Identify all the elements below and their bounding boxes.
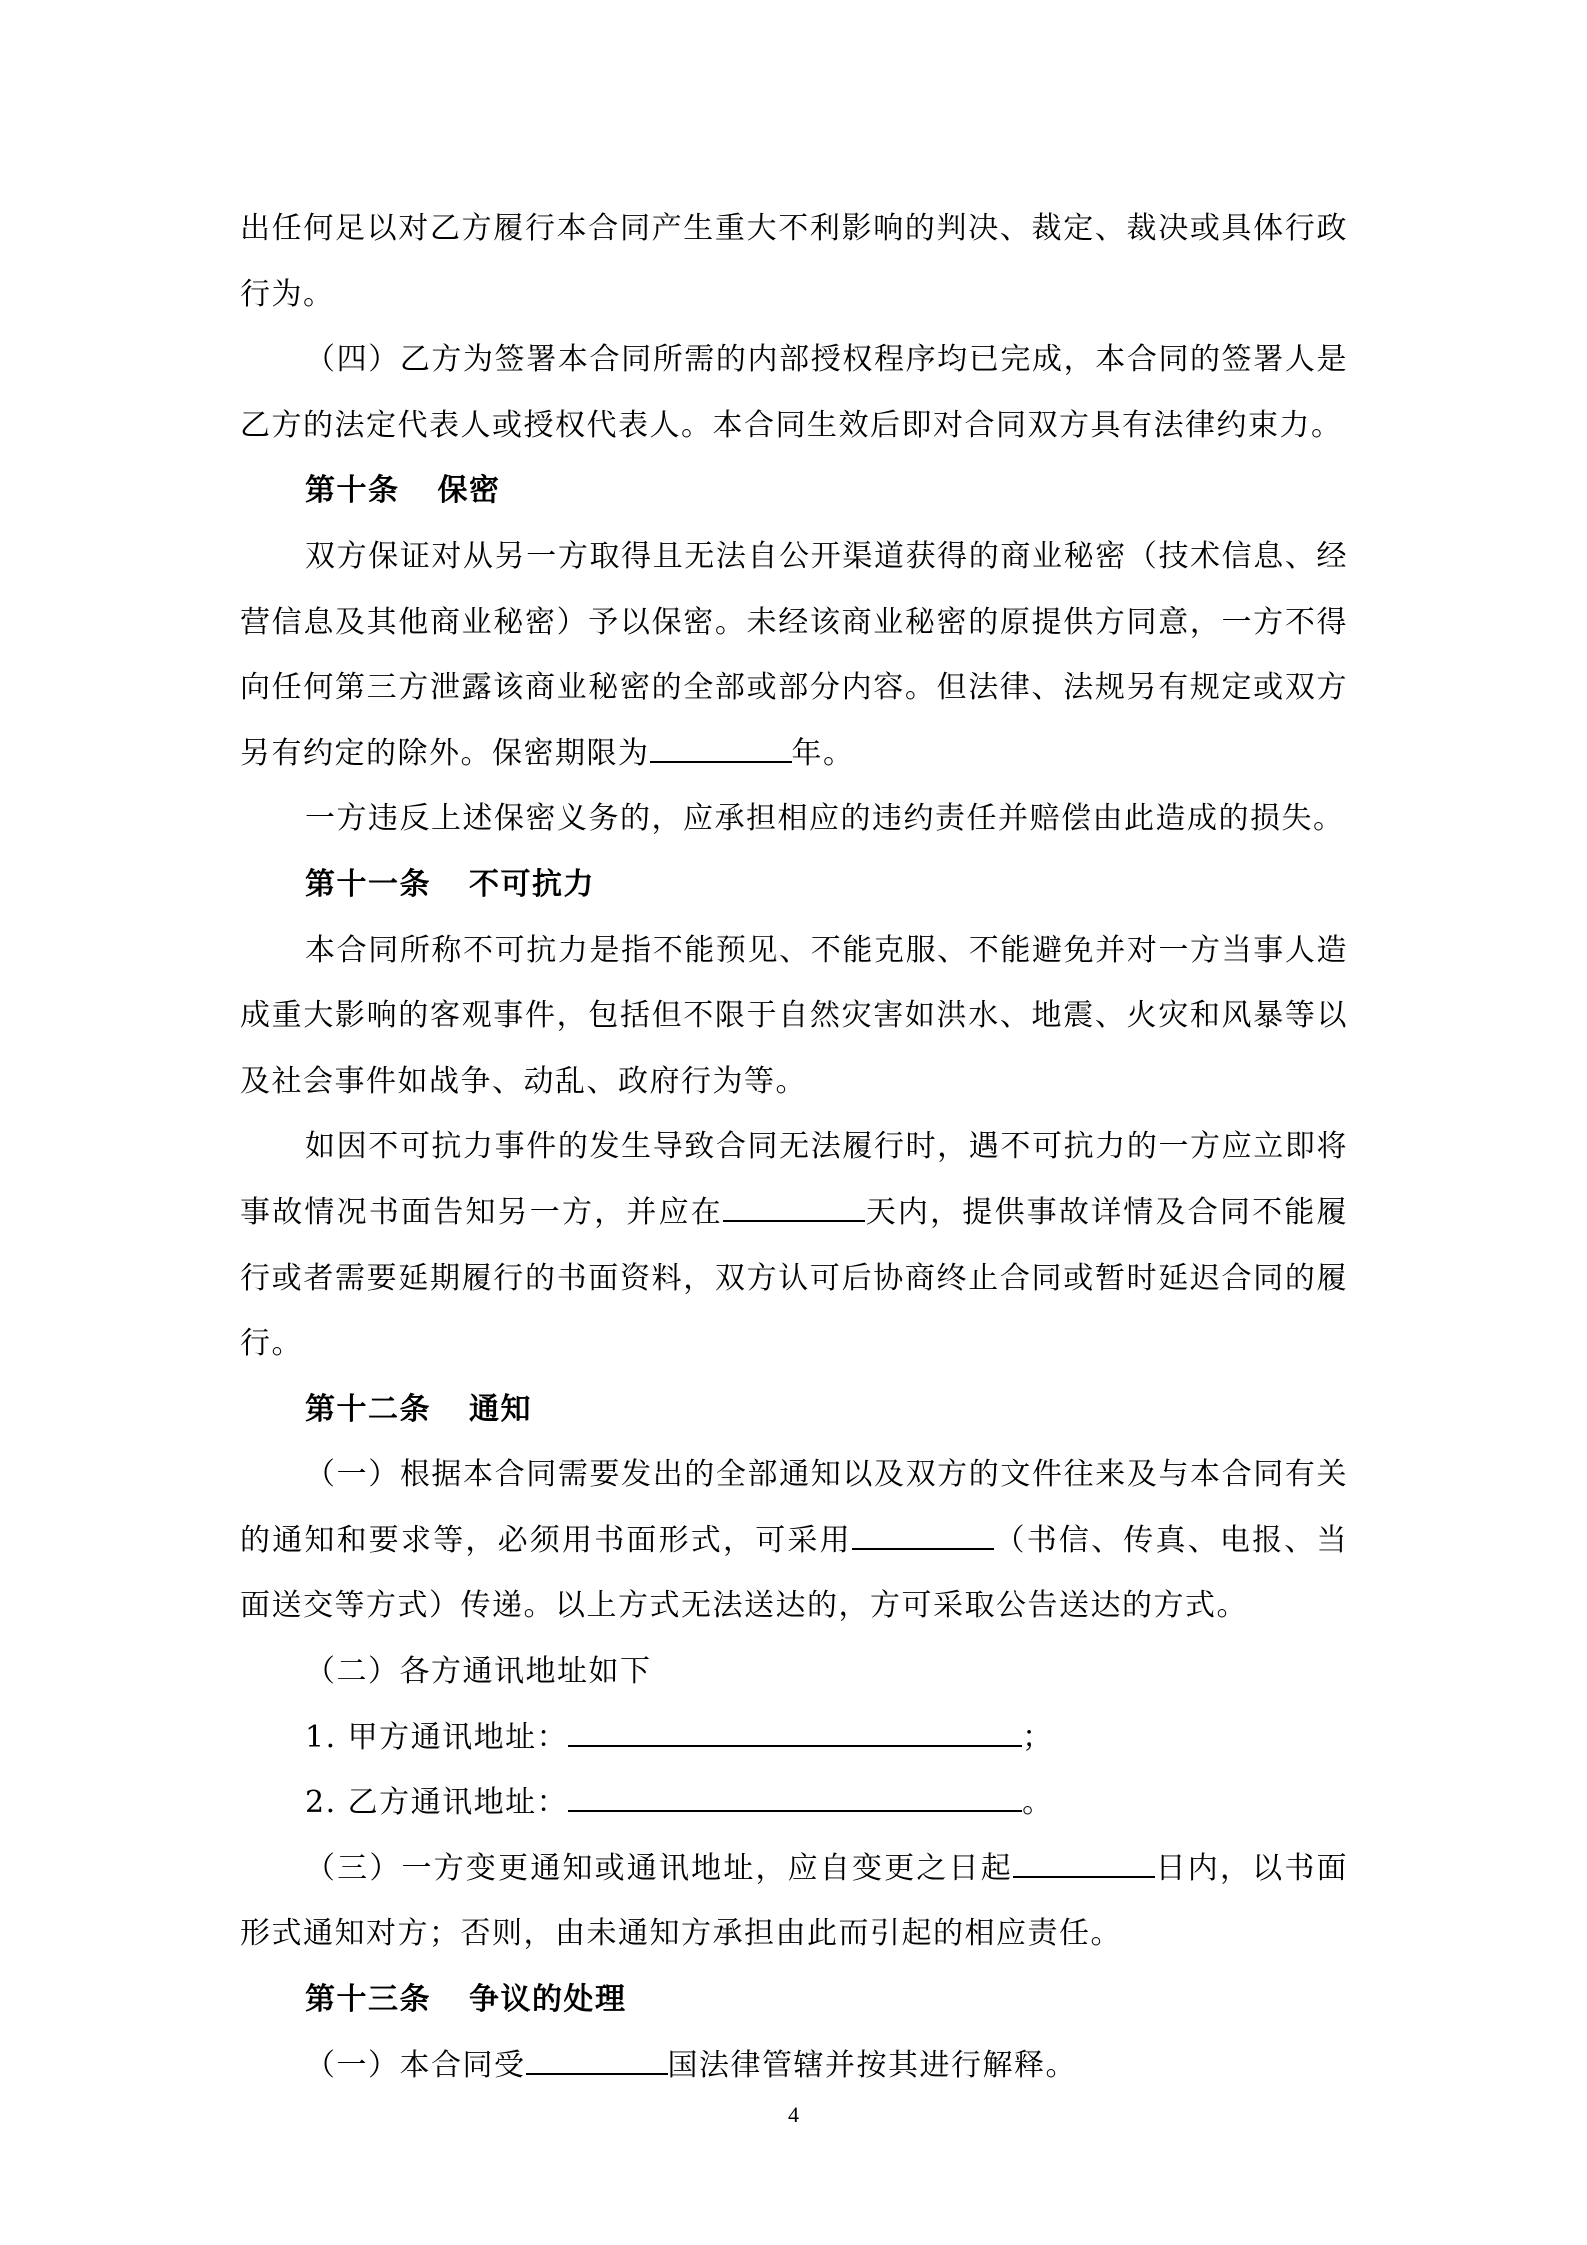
paragraph-address-change [240, 1836, 1348, 1967]
article-10-number: 第十条 [305, 473, 400, 509]
article-13-heading [240, 1967, 1348, 2033]
article-13-title: 争议的处理 [469, 1982, 627, 2018]
article-11-heading [240, 852, 1348, 918]
text-segment: 天内，提供事故详情及合同不能履行或者需要延期履行的书面资料，双方认可后协商终止合同或暂时延迟合同的履行。 [240, 1194, 1348, 1362]
paragraph-notice-form [240, 1442, 1348, 1639]
blank-notice-days [723, 1196, 865, 1222]
paragraph-force-majeure-notice [240, 1114, 1348, 1376]
text-segment: ； [1022, 1719, 1054, 1755]
paragraph-confidentiality [240, 524, 1348, 786]
blank-change-days [1013, 1852, 1155, 1878]
article-10-heading [240, 458, 1348, 524]
article-11-number: 第十一条 [305, 866, 431, 902]
blank-party-a-address [568, 1721, 1022, 1747]
paragraph-governing-law [240, 2033, 1348, 2099]
text-segment: 1. 甲方通讯地址： [305, 1719, 569, 1755]
text-segment: （三）一方变更通知或通讯地址，应自变更之日起 [305, 1850, 1013, 1886]
article-13-number: 第十三条 [305, 1982, 431, 2018]
text-segment: 双方保证对从另一方取得且无法自公开渠道获得的商业秘密（技术信息、经营信息及其他商业秘密）予以保密。未经该商业秘密的原提供方同意，一方不得向任何第三方泄露该商业秘密的全部或部分内容。但法律、法规另有规定或双方另有约定的除外。保密期限为 [240, 538, 1348, 771]
blank-party-b-address [568, 1786, 1022, 1812]
blank-delivery-method [852, 1524, 994, 1550]
text-segment: 如因不可抗力事件的发生导致合同无法履行时，遇不可抗力的一方应立即将事故情况书面告知另一方，并应在 [240, 1129, 1348, 1230]
paragraph-party-b-address [240, 1770, 1348, 1836]
text-segment: 年。 [791, 735, 855, 771]
paragraph-authorization: （四）乙方为签署本合同所需的内部授权程序均已完成，本合同的签署人是乙方的法定代表人或授权代表人。本合同生效后即对合同双方具有法律约束力。 [240, 342, 1348, 443]
article-11-title: 不可抗力 [469, 866, 595, 902]
paragraph-party-a-address [240, 1705, 1348, 1771]
blank-governing-country [526, 2049, 668, 2075]
article-12-heading [240, 1377, 1348, 1443]
text-segment: 2. 乙方通讯地址： [305, 1785, 569, 1821]
page-number: 4 [788, 2102, 799, 2127]
document-body [240, 196, 1348, 2098]
text-segment: 国法律管辖并按其进行解释。 [667, 2047, 1077, 2083]
text-segment: （一）本合同受 [305, 2047, 526, 2083]
paragraph-force-majeure-definition: 本合同所称不可抗力是指不能预见、不能克服、不能避免并对一方当事人造成重大影响的客观事件，包括但不限于自然灾害如洪水、地震、火灾和风暴等以及社会事件如战争、动乱、政府行为等。 [240, 932, 1348, 1099]
text-segment: （书信、传真、电报、当面送交等方式）传递。以上方式无法送达的，方可采取公告送达的方式。 [240, 1522, 1349, 1624]
blank-confidential-period [650, 737, 792, 763]
paragraph-continuation: 出任何足以对乙方履行本合同产生重大不利影响的判决、裁定、裁决或具体行政行为。 [240, 211, 1348, 312]
paragraph-breach: 一方违反上述保密义务的，应承担相应的违约责任并赔偿由此造成的损失。 [305, 801, 1345, 837]
text-segment: （一）根据本合同需要发出的全部通知以及双方的文件往来及与本合同有关的通知和要求等，必须用书面形式，可采用 [240, 1457, 1348, 1558]
text-segment: 。 [1022, 1785, 1054, 1821]
article-12-number: 第十二条 [305, 1391, 431, 1427]
text-segment: 日内，以书面形式通知对方；否则，由未通知方承担由此而引起的相应责任。 [240, 1850, 1349, 1952]
article-10-title: 保密 [437, 473, 501, 509]
article-12-title: 通知 [469, 1391, 532, 1427]
paragraph-addresses: （二）各方通讯地址如下 [305, 1654, 652, 1690]
